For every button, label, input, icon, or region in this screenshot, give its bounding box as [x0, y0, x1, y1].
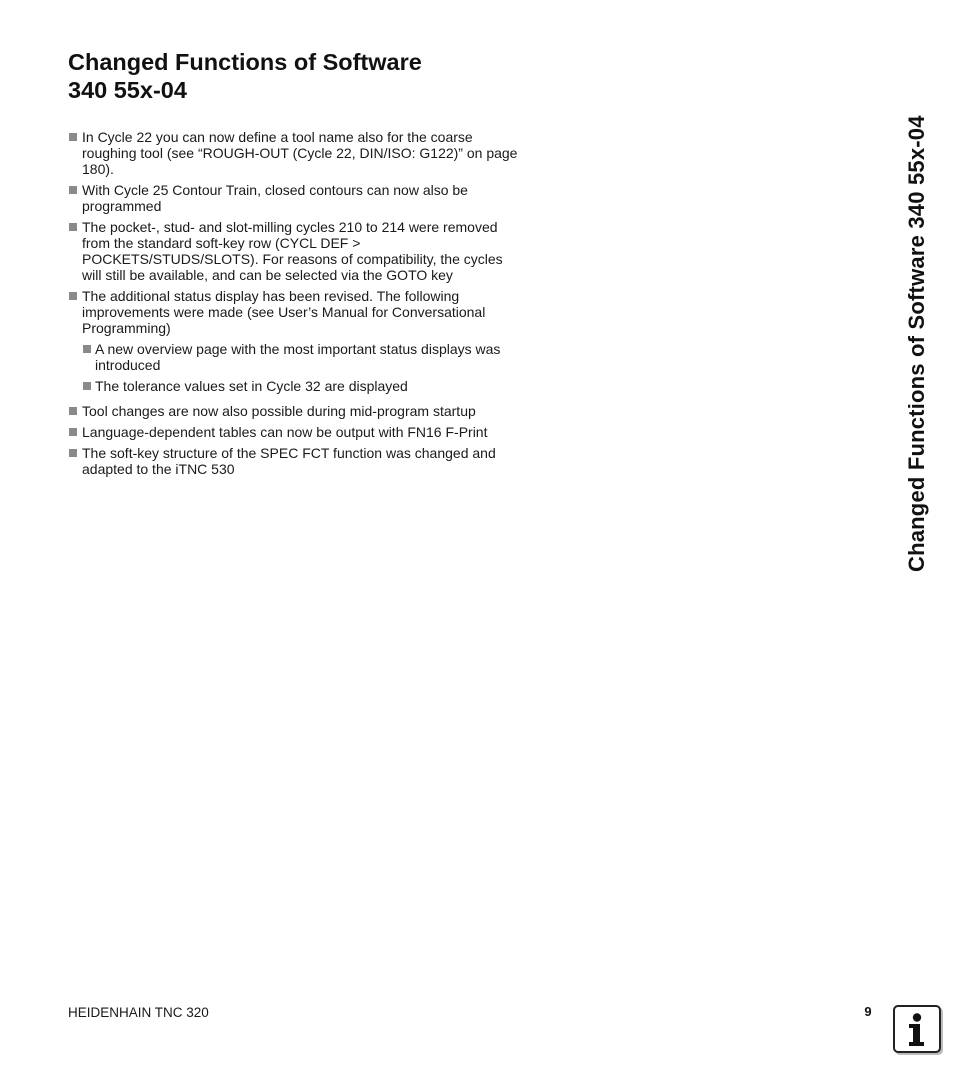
- square-bullet-icon: [69, 133, 77, 141]
- list-item: [68, 288, 518, 394]
- list-item-text: With Cycle 25 Contour Train, closed contours can now also be programmed: [82, 182, 468, 214]
- list-item-text: The additional status display has been revised. The following improvements were made (see User’s Manual for Conversational Programming): [82, 288, 486, 336]
- list-item-text: Language-dependent tables can now be output with FN16 F-Print: [82, 424, 488, 440]
- square-bullet-icon: [83, 345, 91, 353]
- sub-list-item: [82, 378, 518, 394]
- sub-list-item-text: A new overview page with the most important status displays was introduced: [95, 341, 501, 373]
- list-item-text: The soft-key structure of the SPEC FCT function was changed and adapted to the iTNC 530: [82, 445, 496, 477]
- list-item-text: In Cycle 22 you can now define a tool name also for the coarse roughing tool (see “ROUGH-OUT (Cycle 22, DIN/ISO: G122)” on page 180).: [82, 129, 518, 177]
- square-bullet-icon: [69, 407, 77, 415]
- list-item-text: Tool changes are now also possible during mid-program startup: [82, 403, 476, 419]
- list-item: [68, 424, 518, 440]
- bullet-list: [68, 129, 518, 477]
- square-bullet-icon: [69, 428, 77, 436]
- sub-list-item: [82, 341, 518, 373]
- page-title-line-2: 340 55x-04: [68, 77, 187, 103]
- footer-product-name: HEIDENHAIN TNC 320: [68, 1005, 209, 1020]
- page-number: 9: [864, 1004, 872, 1019]
- list-item: [68, 403, 518, 419]
- list-item-text: The pocket-, stud- and slot-milling cycles 210 to 214 were removed from the standard soft-key row (CYCL DEF > POCKETS/STUDS/SLOTS). For reasons of compatibility, the cycles will still be available, and can be selected via the GOTO key: [82, 219, 503, 283]
- main-content: [68, 129, 518, 482]
- sub-list-item-text: The tolerance values set in Cycle 32 are displayed: [95, 378, 408, 394]
- page-title-line-1: Changed Functions of Software: [68, 49, 422, 75]
- page-title: [68, 48, 528, 104]
- square-bullet-icon: [69, 292, 77, 300]
- list-item: [68, 182, 518, 214]
- list-item: [68, 129, 518, 177]
- square-bullet-icon: [69, 186, 77, 194]
- sub-bullet-list: [82, 341, 518, 394]
- square-bullet-icon: [83, 382, 91, 390]
- square-bullet-icon: [69, 223, 77, 231]
- list-item: [68, 445, 518, 477]
- side-chapter-title: Changed Functions of Software 340 55x-04: [904, 115, 929, 572]
- list-item: [68, 219, 518, 283]
- info-icon: [893, 1005, 941, 1053]
- info-icon-glyph: [895, 1007, 939, 1051]
- square-bullet-icon: [69, 449, 77, 457]
